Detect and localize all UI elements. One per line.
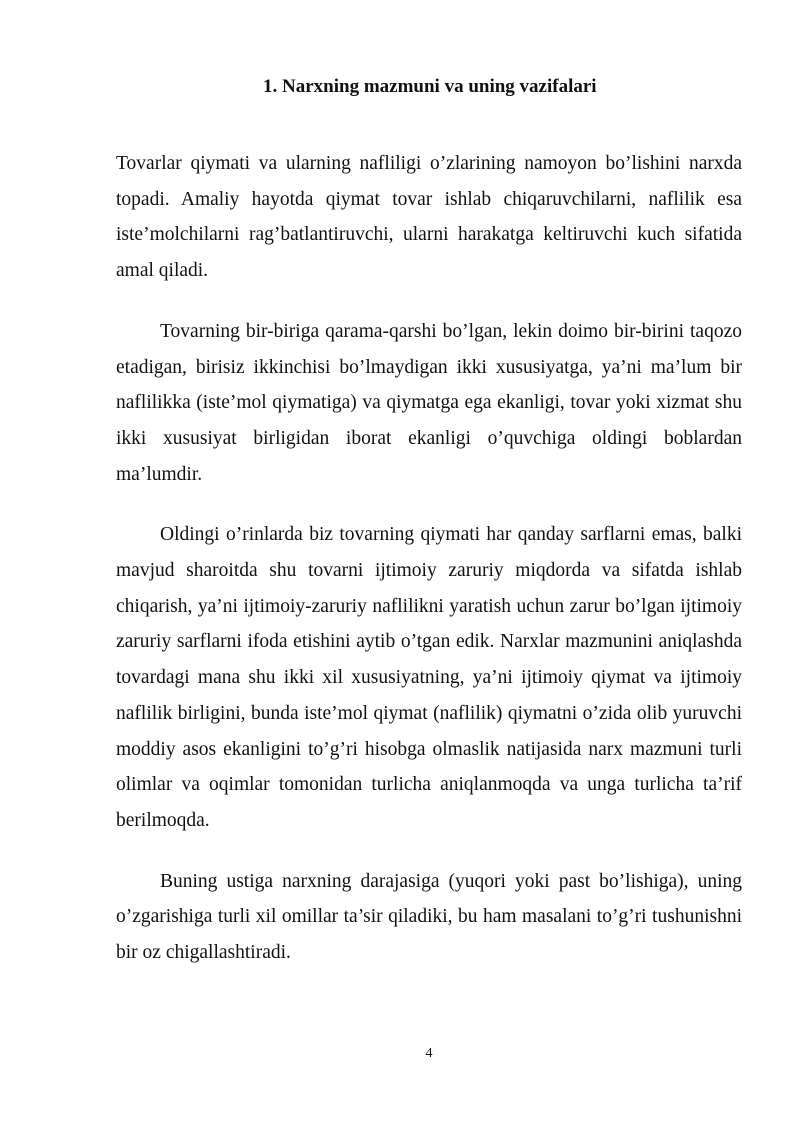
- section-title: 1. Narxning mazmuni va uning vazifalari: [263, 76, 597, 97]
- paragraph-2: Tovarning bir-biriga qarama-qarshi bo’lgan, lekin doimo bir-birini taqozo etadigan, birisiz ikkinchisi bo’lmaydigan ikki xususiyatga, ya’ni ma’lum bir naflilikka (iste’mol qiymatiga) va qiymatga ega ekanligi, tovar yoki xizmat shu ikki xususiyat birligidan iborat ekanligi o’quvchiga oldingi boblardan ma’lumdir.: [116, 320, 742, 485]
- paragraph-4: Buning ustiga narxning darajasiga (yuqori yoki past bo’lishiga), uning o’zgarishiga turli xil omillar ta’sir qiladiki, bu ham masalani to’g’ri tushunishni bir oz chigallashtiradi.: [116, 870, 742, 964]
- paragraph-1: Tovarlar qiymati va ularning nafliligi o’zlarining namoyon bo’lishini narxda topadi. Amaliy hayotda qiymat tovar ishlab chiqaruvchilarni, naflilik esa iste’molchilarni rag’batlantiruvchi, ularni harakatga keltiruvchi kuch sifatida amal qiladi.: [116, 153, 742, 282]
- paragraph-3: Oldingi o’rinlarda biz tovarning qiymati har qanday sarflarni emas, balki mavjud sharoitda shu tovarni ijtimoiy zaruriy miqdorda va sifatda ishlab chiqarish, ya’ni ijtimoiy-zaruriy naflilikni yaratish uchun zarur bo’lgan ijtimoiy zaruriy sarflarni ifoda etishini aytib o’tgan edik. Narxlar mazmunini aniqlashda tovardagi mana shu ikki xil xususiyatning, ya’ni ijtimoiy qiymat va ijtimoiy naflilik birligini, bunda iste’mol qiymat (naflilik) qiymatni o’zida olib yuruvchi moddiy asos ekanligini to’g’ri hisobga olmaslik natijasida narx mazmuni turli olimlar va oqimlar tomonidan turlicha aniqlanmoqda va unga turlicha ta’rif berilmoqda.: [116, 524, 742, 831]
- body-text: [116, 146, 742, 971]
- page-number: 4: [425, 1046, 433, 1061]
